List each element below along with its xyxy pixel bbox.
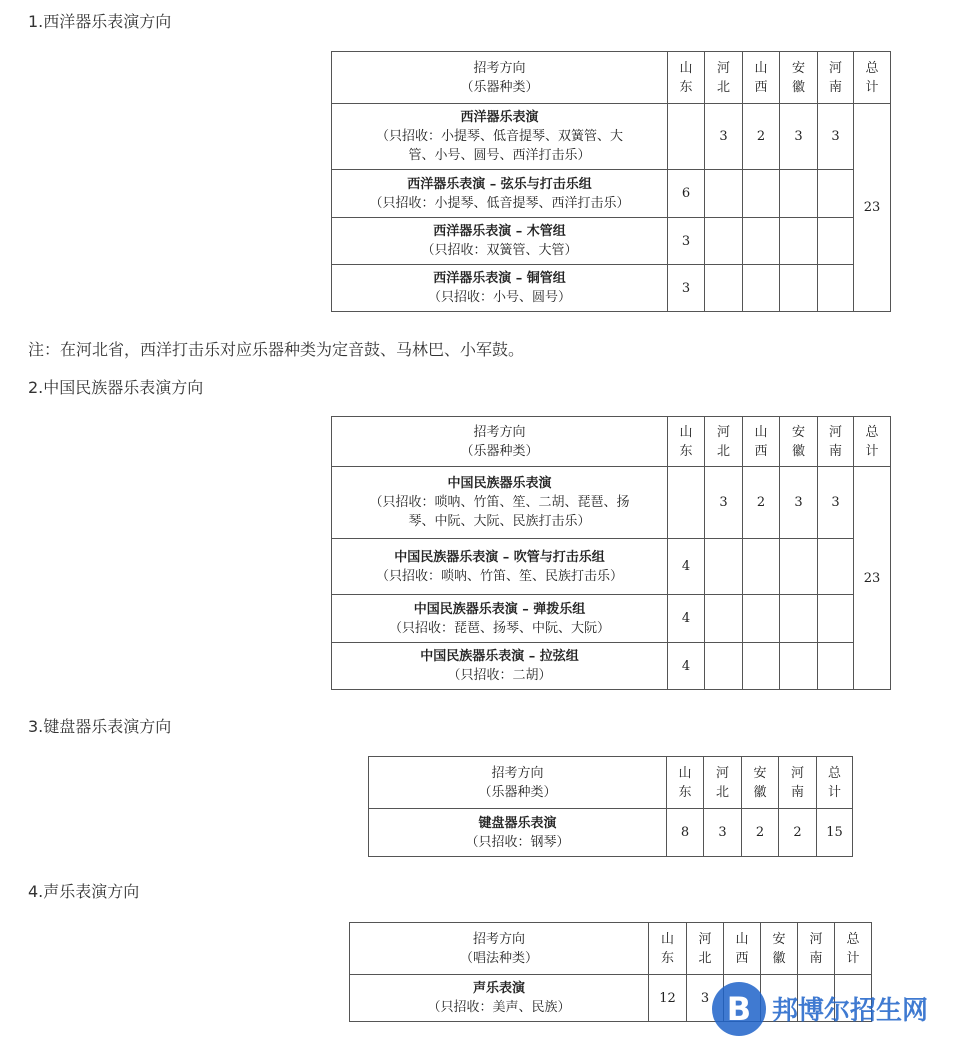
value-cell [818,643,854,690]
table-row [332,265,891,312]
value-cell [780,595,818,643]
province-header-anhui: 安 徽 [780,52,818,104]
value-cell [743,218,780,265]
value-cell [705,595,743,643]
value-cell: 2 [742,809,779,857]
direction-cell: 声乐表演 （只招收：美声、民族） [350,975,649,1022]
total-header: 总 计 [817,757,853,809]
value-cell: 2 [743,104,780,170]
header-label: 招考方向 [473,60,526,76]
value-cell: 3 [818,104,854,170]
header-sublabel: （乐器种类） [478,784,557,800]
value-cell [743,265,780,312]
value-cell: 3 [780,467,818,539]
value-cell [705,539,743,595]
table-row [332,539,891,595]
province-header-shandong: 山 东 [667,757,704,809]
province-header-henan: 河 南 [798,923,835,975]
value-cell: 3 [668,265,705,312]
watermark-logo [712,980,952,1040]
value-cell [743,643,780,690]
header-label: 招考方向 [473,424,526,440]
direction-header [332,52,668,104]
watermark-text: 邦博尔招生网 [772,996,929,1026]
value-cell: 6 [668,170,705,218]
value-cell [743,539,780,595]
value-cell [705,218,743,265]
province-header-shandong: 山 东 [668,52,705,104]
direction-cell: 西洋器乐表演 – 弦乐与打击乐组 （只招收：小提琴、低音提琴、西洋打击乐） [332,170,668,218]
province-header-henan: 河 南 [779,757,817,809]
value-cell [668,467,705,539]
value-cell [780,265,818,312]
province-header-hebei: 河 北 [705,417,743,467]
province-header-henan: 河 南 [818,52,854,104]
direction-header [369,757,667,809]
value-cell: 3 [705,104,743,170]
table-row [332,104,891,170]
value-cell [780,218,818,265]
value-cell: 8 [667,809,704,857]
value-cell [780,643,818,690]
value-cell: 4 [668,643,705,690]
direction-cell: 西洋器乐表演 – 木管组 （只招收：双簧管、大管） [332,218,668,265]
value-cell [743,170,780,218]
value-cell: 12 [649,975,687,1022]
direction-cell: 键盘器乐表演 （只招收：钢琴） [369,809,667,857]
table-header-row [369,757,853,809]
value-cell [780,170,818,218]
value-cell: 3 [687,975,724,1022]
section1-table [331,51,891,312]
value-cell [668,104,705,170]
province-header-anhui: 安 徽 [761,923,798,975]
direction-cell: 中国民族器乐表演 – 吹管与打击乐组 （只招收：唢呐、竹笛、笙、民族打击乐） [332,539,668,595]
province-header-anhui: 安 徽 [780,417,818,467]
table-header-row [332,417,891,467]
province-header-shandong: 山 东 [668,417,705,467]
table-row [369,809,853,857]
province-header-henan: 河 南 [818,417,854,467]
value-cell: 3 [780,104,818,170]
direction-cell: 中国民族器乐表演 – 弹拨乐组 （只招收：琵琶、扬琴、中阮、大阮） [332,595,668,643]
direction-cell: 西洋器乐表演 – 铜管组 （只招收：小号、圆号） [332,265,668,312]
direction-header [332,417,668,467]
direction-header [350,923,649,975]
table-row [332,467,891,539]
header-sublabel: （乐器种类） [460,443,539,459]
value-cell [705,265,743,312]
section3-heading: 3.键盘器乐表演方向 [28,717,172,736]
direction-cell: 中国民族器乐表演 （只招收：唢呐、竹笛、笙、二胡、琵琶、扬 琴、中阮、大阮、民族打击乐） [332,467,668,539]
province-header-hebei: 河 北 [705,52,743,104]
total-cell: 23 [854,467,891,690]
table-row [332,170,891,218]
value-cell [705,643,743,690]
value-cell: 2 [779,809,817,857]
province-header-anhui: 安 徽 [742,757,779,809]
value-cell [818,265,854,312]
value-cell: 2 [743,467,780,539]
table-row [332,643,891,690]
province-header-shanxi: 山 西 [743,417,780,467]
direction-cell: 西洋器乐表演 （只招收：小提琴、低音提琴、双簧管、大 管、小号、圆号、西洋打击乐） [332,104,668,170]
watermark-letter: B [726,990,752,1028]
value-cell: 3 [818,467,854,539]
province-header-shanxi: 山 西 [724,923,761,975]
section3-table [368,756,853,857]
total-cell: 15 [817,809,853,857]
table-row [332,218,891,265]
value-cell [818,595,854,643]
province-header-shanxi: 山 西 [743,52,780,104]
value-cell: 3 [705,467,743,539]
value-cell [780,539,818,595]
value-cell [818,170,854,218]
province-header-shandong: 山 东 [649,923,687,975]
header-label: 招考方向 [491,765,544,781]
section1-heading: 1.西洋器乐表演方向 [28,12,172,31]
value-cell: 3 [704,809,742,857]
header-label: 招考方向 [472,931,525,947]
value-cell [818,218,854,265]
header-sublabel: （唱法种类） [459,950,538,966]
section2-table [331,416,891,690]
province-header-hebei: 河 北 [704,757,742,809]
value-cell: 4 [668,539,705,595]
total-header: 总 计 [854,52,891,104]
section2-heading: 2.中国民族器乐表演方向 [28,378,204,397]
total-cell: 23 [854,104,891,312]
section4-heading: 4.声乐表演方向 [28,882,140,901]
header-sublabel: （乐器种类） [460,79,539,95]
section1-note: 注：在河北省，西洋打击乐对应乐器种类为定音鼓、马林巴、小军鼓。 [28,340,525,359]
value-cell [818,539,854,595]
direction-cell: 中国民族器乐表演 – 拉弦组 （只招收：二胡） [332,643,668,690]
value-cell [743,595,780,643]
province-header-hebei: 河 北 [687,923,724,975]
value-cell: 4 [668,595,705,643]
total-header: 总 计 [854,417,891,467]
value-cell [705,170,743,218]
total-header: 总 计 [835,923,872,975]
value-cell: 3 [668,218,705,265]
table-header-row [350,923,872,975]
table-row [332,595,891,643]
table-header-row [332,52,891,104]
